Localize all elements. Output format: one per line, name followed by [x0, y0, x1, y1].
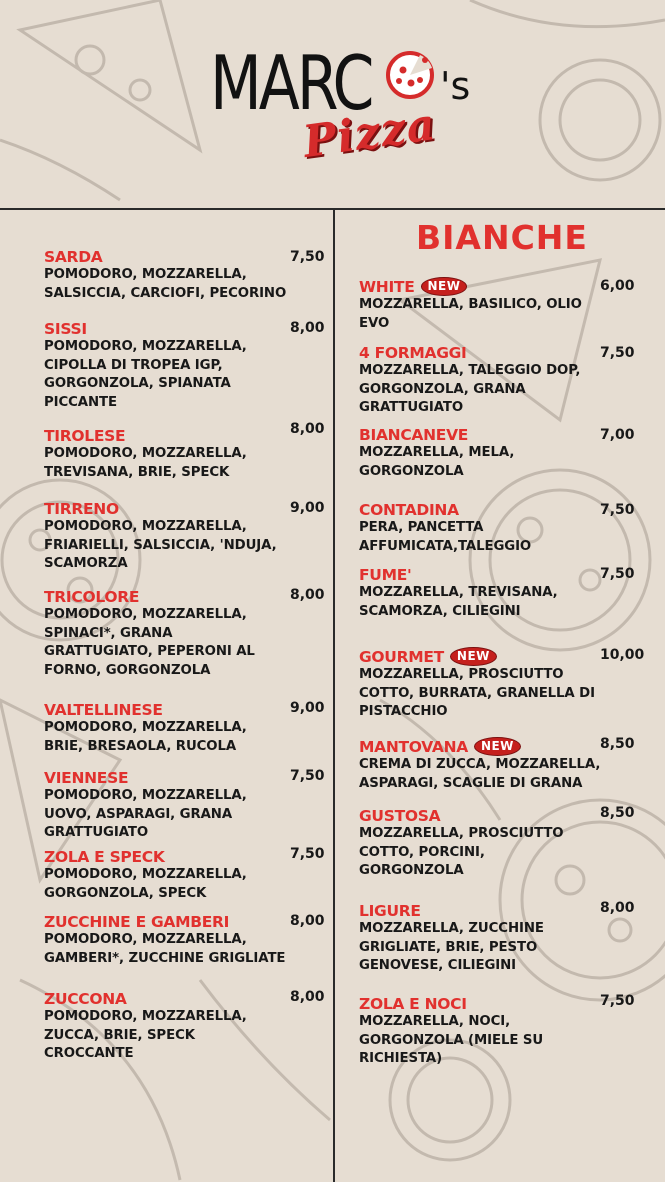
- menu-item-name: [359, 502, 531, 519]
- menu-item-price: 6,00: [600, 278, 635, 294]
- menu-item: [359, 502, 531, 556]
- menu-item-name-text: MANTOVANA: [359, 738, 468, 756]
- menu-item-name: [359, 427, 514, 444]
- menu-item-name: [44, 914, 285, 931]
- menu-item: [44, 321, 247, 412]
- menu-item-description: POMODORO, MOZZARELLA, UOVO, ASPARAGI, GRANA GRATTUGIATO: [44, 788, 247, 840]
- menu-item-price: 8,50: [600, 805, 635, 821]
- menu-item-name-text: GOURMET: [359, 648, 444, 666]
- menu-item-name-text: ZOLA E NOCI: [359, 995, 467, 1013]
- menu-item-description: POMODORO, MOZZARELLA, TREVISANA, BRIE, SPECK: [44, 446, 247, 480]
- menu-item: [359, 737, 600, 793]
- menu-item: [44, 991, 247, 1064]
- menu-item-price: 8,00: [290, 421, 325, 437]
- menu-item-name-text: ZUCCONA: [44, 990, 127, 1008]
- menu-item-description: MOZZARELLA, BASILICO, OLIO EVO: [359, 297, 582, 331]
- menu-item: [359, 345, 580, 418]
- menu-item-description: POMODORO, MOZZARELLA, BRIE, BRESAOLA, RUCOLA: [44, 720, 247, 754]
- menu-item-name-text: VIENNESE: [44, 769, 129, 787]
- menu-item-name-text: WHITE: [359, 278, 415, 296]
- menu-item-price: 8,00: [290, 320, 325, 336]
- menu-item-description: POMODORO, MOZZARELLA, CIPOLLA DI TROPEA IGP, GORGONZOLA, SPIANATA PICCANTE: [44, 339, 247, 410]
- menu-item: [359, 647, 595, 722]
- menu-item-description: POMODORO, MOZZARELLA, GAMBERI*, ZUCCHINE GRIGLIATE: [44, 932, 286, 966]
- menu-item-description: MOZZARELLA, PROSCIUTTO COTTO, BURRATA, GRANELLA DI PISTACCHIO: [359, 667, 595, 719]
- pizza-logo-icon: [385, 50, 435, 100]
- menu-item: [359, 567, 558, 621]
- menu-item-description: MOZZARELLA, MELA, GORGONZOLA: [359, 445, 515, 479]
- menu-item-description: POMODORO, MOZZARELLA, ZUCCA, BRIE, SPECK CROCCANTE: [44, 1009, 247, 1061]
- menu-item: [359, 427, 514, 481]
- menu-item-name-text: TIRRENO: [44, 500, 119, 518]
- menu-item-name-text: GUSTOSA: [359, 807, 441, 825]
- menu-item-name-text: TIROLESE: [44, 427, 126, 445]
- menu-item-name-text: BIANCANEVE: [359, 426, 469, 444]
- menu-item-name: [359, 345, 580, 362]
- menu-item-name: [359, 567, 558, 584]
- menu-item-name: [359, 647, 595, 666]
- new-badge: NEW: [450, 647, 497, 666]
- menu-item-price: 7,50: [290, 768, 325, 784]
- logo-pizza-text: Pizza: [300, 98, 440, 169]
- menu-item-description: POMODORO, MOZZARELLA, SPINACI*, GRANA GRATTUGIATO, PEPERONI AL FORNO, GORGONZOLA: [44, 607, 255, 678]
- menu-item-name: [44, 321, 247, 338]
- menu-item-name: [44, 589, 255, 606]
- menu-item: [44, 428, 247, 482]
- column-divider: [333, 208, 335, 1182]
- menu-item: [44, 249, 286, 303]
- menu-item: [44, 589, 255, 680]
- menu-item-price: 8,00: [290, 587, 325, 603]
- menu-item-name: [44, 501, 277, 518]
- menu-item-price: 7,50: [600, 566, 635, 582]
- menu-item-price: 7,50: [290, 846, 325, 862]
- menu-item-description: PERA, PANCETTA AFFUMICATA,TALEGGIO: [359, 520, 532, 554]
- menu-item-name: [44, 991, 247, 1008]
- menu-item: [44, 849, 247, 903]
- menu-item-description: POMODORO, MOZZARELLA, GORGONZOLA, SPECK: [44, 867, 247, 901]
- logo-marco-text: MARC: [210, 40, 372, 128]
- menu-item-name: [359, 808, 564, 825]
- menu-item: [359, 277, 582, 333]
- menu-item-name-text: ZOLA E SPECK: [44, 848, 165, 866]
- menu-item-price: 8,00: [290, 913, 325, 929]
- menu-item-description: MOZZARELLA, NOCI, GORGONZOLA (MIELE SU RICHIESTA): [359, 1014, 544, 1066]
- menu-item: [359, 903, 544, 976]
- menu-item-name: [44, 702, 247, 719]
- menu-item-name-text: SARDA: [44, 248, 103, 266]
- menu-item: [44, 702, 247, 756]
- menu-item-description: MOZZARELLA, PROSCIUTTO COTTO, PORCINI, GORGONZOLA: [359, 826, 564, 878]
- menu-item-name: [44, 849, 247, 866]
- menu-item-name-text: FUME': [359, 566, 412, 584]
- menu-item-description: MOZZARELLA, TREVISANA, SCAMORZA, CILIEGINI: [359, 585, 558, 619]
- menu-item-price: 7,50: [600, 993, 635, 1009]
- menu-item: [359, 808, 564, 881]
- menu-item-price: 8,00: [290, 989, 325, 1005]
- menu-item: [44, 770, 247, 843]
- menu-item-price: 7,00: [600, 427, 635, 443]
- new-badge: NEW: [421, 277, 468, 296]
- logo-suffix-text: 's: [440, 64, 471, 108]
- menu-item-name: [359, 996, 543, 1013]
- menu-item-name-text: LIGURE: [359, 902, 421, 920]
- menu-item: [44, 501, 277, 574]
- menu-item-description: MOZZARELLA, TALEGGIO DOP, GORGONZOLA, GRANA GRATTUGIATO: [359, 363, 581, 415]
- menu-item-name-text: TRICOLORE: [44, 588, 140, 606]
- menu-item-price: 8,50: [600, 736, 635, 752]
- menu-item-name-text: SISSI: [44, 320, 87, 338]
- menu-item-name-text: ZUCCHINE E GAMBERI: [44, 913, 230, 931]
- menu-item-name-text: CONTADINA: [359, 501, 459, 519]
- menu-item-description: POMODORO, MOZZARELLA, FRIARIELLI, SALSICCIA, 'NDUJA, SCAMORZA: [44, 519, 277, 571]
- section-title-bianche: BIANCHE: [416, 218, 588, 257]
- menu-item-name-text: VALTELLINESE: [44, 701, 163, 719]
- menu-item-description: CREMA DI ZUCCA, MOZZARELLA, ASPARAGI, SCAGLIE DI GRANA: [359, 757, 601, 791]
- menu-item-description: POMODORO, MOZZARELLA, SALSICCIA, CARCIOFI, PECORINO: [44, 267, 287, 301]
- menu-item-name: [359, 903, 544, 920]
- menu-item-name: [44, 249, 286, 266]
- menu-item-name: [44, 770, 247, 787]
- menu-item-description: MOZZARELLA, ZUCCHINE GRIGLIATE, BRIE, PESTO GENOVESE, CILIEGINI: [359, 921, 544, 973]
- menu-item-price: 8,00: [600, 900, 635, 916]
- menu-item: [359, 996, 543, 1069]
- menu-item-name: [359, 277, 582, 296]
- menu-item: [44, 914, 285, 968]
- menu-item-price: 9,00: [290, 500, 325, 516]
- menu-item-name: [44, 428, 247, 445]
- menu-item-price: 10,00: [600, 647, 645, 663]
- menu-item-price: 9,00: [290, 700, 325, 716]
- header: [0, 0, 665, 208]
- new-badge: NEW: [474, 737, 521, 756]
- menu-item-price: 7,50: [600, 502, 635, 518]
- menu-item-price: 7,50: [290, 249, 325, 265]
- menu-item-name: [359, 737, 600, 756]
- menu-item-name-text: 4 FORMAGGI: [359, 344, 467, 362]
- menu-item-price: 7,50: [600, 345, 635, 361]
